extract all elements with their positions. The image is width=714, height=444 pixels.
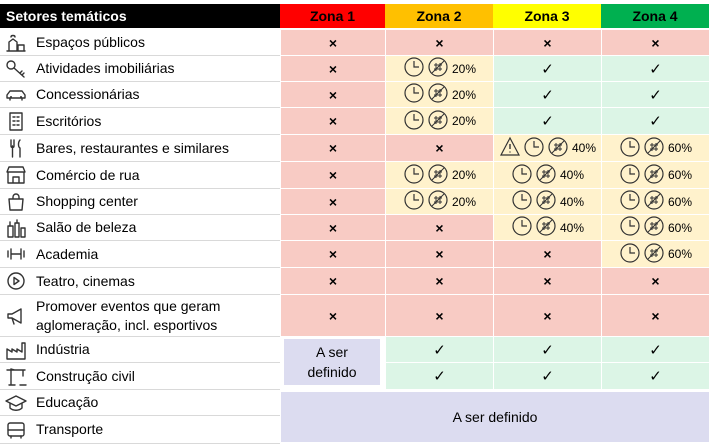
- to-be-defined-block-education-transport: A ser definido: [281, 392, 709, 442]
- restriction-group: [619, 215, 692, 240]
- zone-2-cell: [385, 295, 493, 337]
- capacity-percent: 40%: [571, 141, 597, 155]
- capacity-limit-icon: [427, 109, 451, 134]
- check-icon: ✓: [433, 341, 446, 359]
- sector-label: Comércio de rua: [36, 166, 140, 183]
- car-icon: [4, 84, 28, 106]
- capacity-percent: 60%: [667, 141, 693, 155]
- sector-row-label: [0, 241, 280, 268]
- closed-mark: ×: [328, 307, 338, 324]
- storefront-icon: [4, 164, 28, 186]
- factory-icon: [4, 339, 28, 361]
- clock-icon: [511, 215, 535, 240]
- zone-4-cell: [601, 268, 709, 295]
- sector-row-label: [0, 268, 280, 295]
- restriction-group: [403, 56, 476, 81]
- closed-mark: ×: [543, 307, 552, 324]
- sector-label: Escritórios: [36, 112, 102, 129]
- zone-3-cell: [493, 30, 601, 56]
- warning-triangle-icon: [499, 136, 523, 161]
- clock-icon: [619, 242, 643, 267]
- zone-4-cell: [601, 295, 709, 337]
- closed-mark: ×: [328, 113, 338, 129]
- zone-4-cell: [601, 189, 709, 215]
- closed-mark: ×: [435, 219, 444, 236]
- check-icon: ✓: [649, 86, 662, 104]
- capacity-percent: 60%: [667, 220, 693, 235]
- clock-icon: [511, 189, 535, 214]
- zone-1-cell: [280, 30, 385, 56]
- closed-mark: ×: [651, 307, 660, 324]
- zone-1-cell: [280, 268, 385, 295]
- sector-label: Educação: [36, 394, 99, 410]
- zone-2-cell: [385, 215, 493, 241]
- office-building-icon: [4, 110, 28, 132]
- closed-mark: ×: [435, 246, 444, 262]
- clock-icon: [523, 136, 547, 161]
- check-icon: ✓: [649, 341, 662, 359]
- capacity-percent: 40%: [559, 168, 585, 182]
- clock-icon: [511, 163, 535, 188]
- megaphone-icon: [4, 305, 28, 327]
- header-sectors: Setores temáticos: [0, 4, 280, 28]
- zone-2-cell: [385, 337, 493, 363]
- capacity-percent: 60%: [667, 247, 693, 261]
- sector-row-label: [0, 162, 280, 189]
- zone-2-cell: [385, 189, 493, 215]
- closed-mark: ×: [328, 219, 338, 236]
- capacity-percent: 20%: [451, 168, 477, 182]
- restriction-group: [511, 215, 584, 240]
- clock-icon: [403, 82, 427, 107]
- zone-1-cell: [280, 241, 385, 268]
- sector-row-label: [0, 82, 280, 108]
- restriction-group: [511, 189, 584, 214]
- zone-3-cell: [493, 162, 601, 189]
- zone-3-cell: [493, 189, 601, 215]
- zone-2-cell: [385, 363, 493, 390]
- sector-row-label: [0, 337, 280, 363]
- header-zone-1: Zona 1: [280, 4, 385, 28]
- zone-4-cell: [601, 337, 709, 363]
- capacity-percent: 20%: [451, 114, 477, 128]
- to-be-defined-block-industry: A ser definido: [284, 339, 380, 385]
- closed-mark: ×: [328, 167, 338, 183]
- zone-4-cell: [601, 82, 709, 108]
- restriction-group: [403, 189, 476, 214]
- zone-4-cell: [601, 363, 709, 390]
- check-icon: ✓: [541, 60, 554, 78]
- zone-2-cell: [385, 82, 493, 108]
- clock-icon: [403, 189, 427, 214]
- sector-row-label: [0, 416, 280, 444]
- capacity-limit-icon: [535, 215, 559, 240]
- sector-label: Transporte: [36, 421, 104, 437]
- capacity-percent: 40%: [559, 194, 585, 209]
- capacity-percent: 20%: [451, 194, 477, 209]
- zone-2-cell: [385, 135, 493, 162]
- check-icon: ✓: [541, 113, 554, 130]
- check-icon: ✓: [433, 368, 446, 385]
- closed-mark: ×: [328, 34, 338, 51]
- restriction-group: [403, 109, 476, 134]
- clock-icon: [403, 56, 427, 81]
- sector-row-label: [0, 215, 280, 241]
- zone-3-cell: [493, 135, 601, 162]
- zone-1-cell: [280, 215, 385, 241]
- clock-icon: [619, 215, 643, 240]
- capacity-percent: 20%: [451, 87, 477, 102]
- closed-mark: ×: [328, 86, 338, 103]
- capacity-limit-icon: [535, 163, 559, 188]
- public-spaces-icon: [4, 32, 28, 54]
- sector-row-label: [0, 30, 280, 56]
- check-icon: ✓: [649, 113, 662, 130]
- sector-label: Espaços públicos: [36, 34, 145, 50]
- capacity-limit-icon: [643, 242, 667, 267]
- capacity-percent: 40%: [559, 220, 585, 235]
- closed-mark: ×: [435, 307, 444, 324]
- sector-label: Concessionárias: [36, 86, 140, 102]
- check-icon: ✓: [541, 341, 554, 359]
- zone-2-cell: [385, 241, 493, 268]
- capacity-limit-icon: [643, 163, 667, 188]
- check-icon: ✓: [541, 368, 554, 385]
- clock-icon: [403, 109, 427, 134]
- zone-4-cell: [601, 241, 709, 268]
- clock-icon: [619, 189, 643, 214]
- zone-3-cell: [493, 215, 601, 241]
- sector-label: Salão de beleza: [36, 219, 137, 235]
- capacity-limit-icon: [427, 56, 451, 81]
- check-icon: ✓: [541, 86, 554, 104]
- zone-3-cell: [493, 56, 601, 82]
- sector-row-label: [0, 390, 280, 416]
- capacity-limit-icon: [547, 136, 571, 161]
- zone-2-cell: [385, 268, 493, 295]
- zone-3-cell: [493, 241, 601, 268]
- beauty-bottles-icon: [4, 217, 28, 239]
- header-zone-3: Zona 3: [493, 4, 601, 28]
- restriction-group: [619, 163, 692, 188]
- closed-mark: ×: [651, 273, 660, 289]
- zone-2-cell: [385, 108, 493, 135]
- restriction-group: [403, 82, 476, 107]
- fork-knife-icon: [4, 137, 28, 159]
- zone-3-cell: [493, 82, 601, 108]
- closed-mark: ×: [328, 60, 338, 77]
- sector-row-label: [0, 189, 280, 215]
- closed-mark: ×: [543, 273, 552, 289]
- sector-row-label: [0, 108, 280, 135]
- header-zone-2: Zona 2: [385, 4, 493, 28]
- dumbbell-icon: [4, 243, 28, 265]
- sector-label: Construção civil: [36, 367, 135, 384]
- closed-mark: ×: [328, 246, 338, 262]
- graduation-cap-icon: [4, 392, 28, 414]
- play-icon: [4, 270, 28, 292]
- restriction-group: [511, 163, 584, 188]
- closed-mark: ×: [435, 34, 444, 51]
- closed-mark: ×: [328, 193, 338, 210]
- clock-icon: [619, 163, 643, 188]
- header-zone-4: Zona 4: [601, 4, 709, 28]
- shopping-bag-icon: [4, 191, 28, 213]
- sector-row-label: [0, 295, 280, 337]
- sector-label: Teatro, cinemas: [36, 272, 135, 289]
- zone-2-cell: [385, 30, 493, 56]
- restriction-group: [403, 163, 476, 188]
- zone-1-cell: [280, 108, 385, 135]
- zone-4-cell: [601, 30, 709, 56]
- capacity-limit-icon: [427, 82, 451, 107]
- capacity-limit-icon: [535, 189, 559, 214]
- sector-label: Indústria: [36, 341, 90, 357]
- clock-icon: [619, 136, 643, 161]
- check-icon: ✓: [649, 60, 662, 78]
- sector-label: Atividades imobiliárias: [36, 60, 175, 76]
- bus-icon: [4, 419, 28, 441]
- restriction-group: [499, 136, 596, 161]
- zone-3-cell: [493, 268, 601, 295]
- zone-3-cell: [493, 363, 601, 390]
- sector-label: Promover eventos que geram aglomeração, incl. esportivos: [36, 297, 221, 333]
- zone-4-cell: [601, 108, 709, 135]
- restriction-group: [619, 136, 692, 161]
- closed-mark: ×: [328, 273, 338, 289]
- closed-mark: ×: [543, 34, 552, 51]
- check-icon: ✓: [649, 368, 662, 385]
- sector-row-label: [0, 135, 280, 162]
- capacity-percent: 60%: [667, 194, 693, 209]
- capacity-limit-icon: [643, 189, 667, 214]
- zone-4-cell: [601, 135, 709, 162]
- sector-row-label: [0, 363, 280, 390]
- capacity-limit-icon: [427, 163, 451, 188]
- zone-4-cell: [601, 56, 709, 82]
- zone-3-cell: [493, 337, 601, 363]
- capacity-limit-icon: [427, 189, 451, 214]
- sector-label: Bares, restaurantes e similares: [36, 139, 229, 156]
- zone-4-cell: [601, 162, 709, 189]
- zone-2-cell: [385, 162, 493, 189]
- capacity-percent: 20%: [451, 61, 477, 76]
- zone-1-cell: [280, 162, 385, 189]
- zone-1-cell: [280, 295, 385, 337]
- restriction-group: [619, 189, 692, 214]
- sector-label: Academia: [36, 245, 99, 262]
- closed-mark: ×: [328, 140, 338, 156]
- zone-2-cell: [385, 56, 493, 82]
- closed-mark: ×: [435, 140, 444, 156]
- zone-3-cell: [493, 108, 601, 135]
- zone-1-cell: [280, 82, 385, 108]
- capacity-limit-icon: [643, 136, 667, 161]
- zone-1-cell: [280, 56, 385, 82]
- closed-mark: ×: [435, 273, 444, 289]
- closed-mark: ×: [543, 246, 552, 262]
- restriction-group: [619, 242, 692, 267]
- zone-1-cell: [280, 135, 385, 162]
- closed-mark: ×: [651, 34, 660, 51]
- capacity-percent: 60%: [667, 168, 693, 182]
- clock-icon: [403, 163, 427, 188]
- capacity-limit-icon: [643, 215, 667, 240]
- zone-4-cell: [601, 215, 709, 241]
- key-icon: [4, 58, 28, 80]
- zone-1-cell: [280, 189, 385, 215]
- zone-3-cell: [493, 295, 601, 337]
- sector-label: Shopping center: [36, 193, 138, 209]
- crane-icon: [4, 365, 28, 387]
- sector-row-label: [0, 56, 280, 82]
